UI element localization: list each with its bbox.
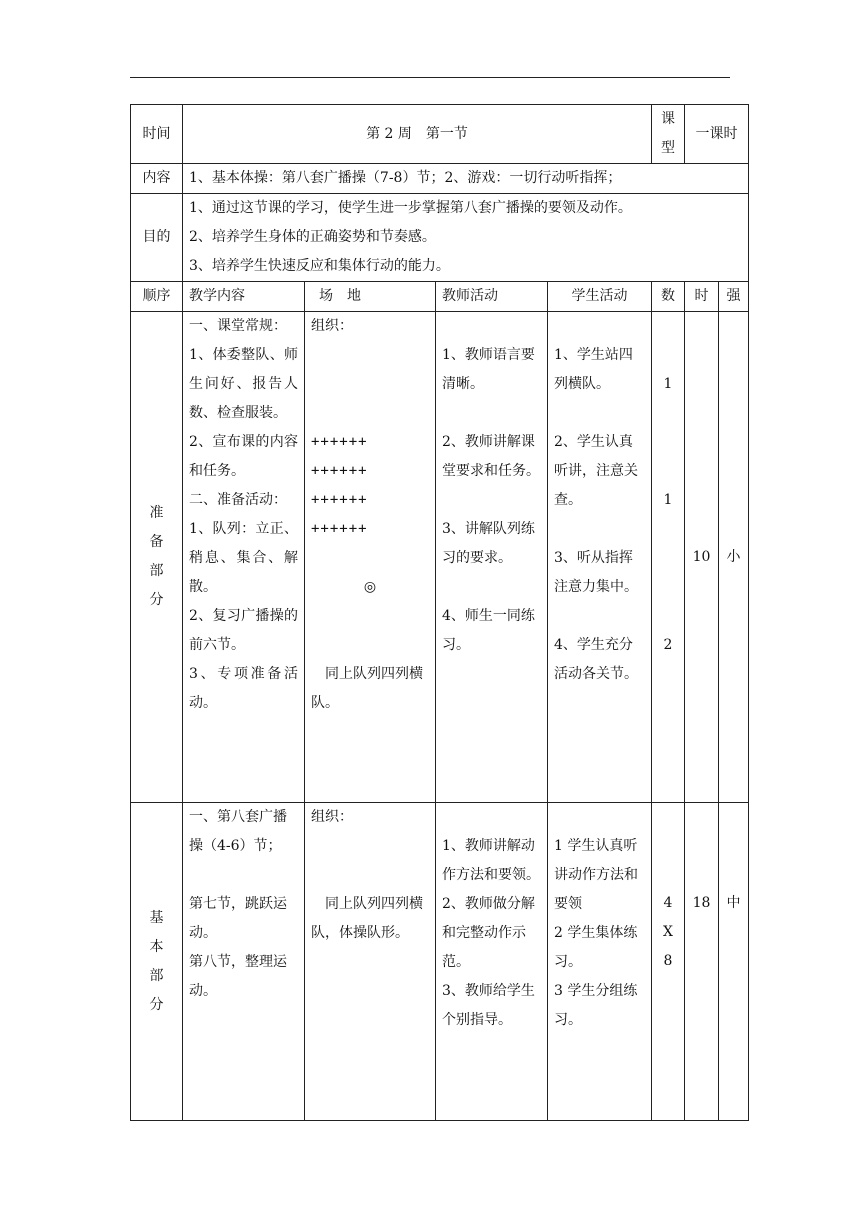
student-item: 3 学生分组练习。 xyxy=(554,983,638,1028)
row-basic xyxy=(131,803,749,1121)
row-content xyxy=(131,164,749,194)
count-value: 2 xyxy=(663,637,673,653)
goal-item: 3、培养学生快速反应和集体行动的能力。 xyxy=(189,258,450,274)
basic-teacher-activity xyxy=(436,803,548,1121)
student-item: 4、学生充分活动各关节。 xyxy=(554,637,638,682)
count-value: 1 xyxy=(663,492,673,508)
basic-content-item: 第七节，跳跃运动。 xyxy=(189,896,287,941)
student-item: 2、学生认真听讲，注意关查。 xyxy=(554,434,638,508)
formation-row: ++++++ xyxy=(311,492,368,508)
student-item: 1、学生站四列横队。 xyxy=(554,347,633,392)
col-teacher-activity: 教师活动 xyxy=(436,282,548,312)
basic-content xyxy=(183,803,305,1121)
student-item: 3、听从指挥注意力集中。 xyxy=(554,550,638,595)
lesson-plan-table xyxy=(130,104,749,1121)
goal-item: 1、通过这节课的学习，使学生进一步掌握第八套广播操的要领及动作。 xyxy=(189,200,632,216)
row-time xyxy=(131,105,749,164)
venue-org-label: 组织： xyxy=(311,809,353,825)
prep-venue xyxy=(305,312,436,803)
teacher-item: 2、教师讲解课堂要求和任务。 xyxy=(442,434,540,479)
prep-time: 10 xyxy=(685,312,719,803)
lesson-type-label xyxy=(652,105,685,164)
student-item: 2 学生集体练习。 xyxy=(554,925,638,970)
goal-item: 2、培养学生身体的正确姿势和节奏感。 xyxy=(189,229,436,245)
prep-teacher-activity xyxy=(436,312,548,803)
prep-intensity: 小 xyxy=(719,312,749,803)
basic-section-label: 基 本 部 分 xyxy=(131,803,183,1121)
row-prep xyxy=(131,312,749,803)
venue-note: 同上队列四列横队，体操队形。 xyxy=(311,896,423,941)
row-column-headers xyxy=(131,282,749,312)
basic-content-item: 一、第八套广播操（4-6）节； xyxy=(189,809,287,854)
basic-student-activity xyxy=(548,803,652,1121)
content-label: 内容 xyxy=(131,164,183,194)
header-rule xyxy=(130,77,730,78)
goals-label: 目的 xyxy=(131,194,183,282)
basic-intensity: 中 xyxy=(719,803,749,1121)
content-text: 1、基本体操：第八套广播操（7-8）节；2、游戏：一切行动听指挥； xyxy=(183,164,749,194)
teacher-item: 1、教师语言要清晰。 xyxy=(442,347,535,392)
teacher-position-mark: ◎ xyxy=(363,579,377,595)
time-label: 时间 xyxy=(131,105,183,164)
prep-counts xyxy=(652,312,685,803)
prep-section-label: 准 备 部 分 xyxy=(131,312,183,803)
prep-content: 一、课堂常规： 1、体委整队、师生问好、报告人数、检查服装。 2、宣布课的内容和任务。 二、准备活动： 1、队列：立正、稍息、集合、解散。 2、复习广播操的前六节。 3、专项准备活动。 xyxy=(183,312,305,803)
col-student-activity: 学生活动 xyxy=(548,282,652,312)
basic-time: 18 xyxy=(685,803,719,1121)
formation-row: ++++++ xyxy=(311,521,368,537)
student-item: 1 学生认真听讲动作方法和要领 xyxy=(554,838,638,912)
basic-content-item: 第八节，整理运动。 xyxy=(189,954,287,999)
teacher-item: 1、教师讲解动作方法和要领。 xyxy=(442,838,540,883)
count-value: 1 xyxy=(663,376,673,392)
teacher-item: 3、教师给学生个别指导。 xyxy=(442,983,535,1028)
basic-count: 4 X 8 xyxy=(652,803,685,1121)
venue-note: 同上队列四列横队。 xyxy=(311,666,423,711)
teacher-item: 4、师生一同练习。 xyxy=(442,608,535,653)
goals-list xyxy=(183,194,749,282)
col-teaching-content: 教学内容 xyxy=(183,282,305,312)
venue-org-label: 组织： xyxy=(311,318,353,334)
col-time: 时 xyxy=(685,282,719,312)
basic-venue xyxy=(305,803,436,1121)
col-intensity: 强 xyxy=(719,282,749,312)
formation-row: ++++++ xyxy=(311,434,368,450)
formation-row: ++++++ xyxy=(311,463,368,479)
row-goals xyxy=(131,194,749,282)
col-venue: 场 地 xyxy=(305,282,436,312)
lesson-type-label-text: 课型 xyxy=(661,111,675,156)
teacher-item: 3、讲解队列练习的要求。 xyxy=(442,521,535,566)
col-count: 数 xyxy=(652,282,685,312)
teacher-item: 2、教师做分解和完整动作示范。 xyxy=(442,896,535,970)
prep-student-activity xyxy=(548,312,652,803)
lesson-type-value: 一课时 xyxy=(685,105,749,164)
col-order: 顺序 xyxy=(131,282,183,312)
week-period: 第 2 周 第一节 xyxy=(183,105,652,164)
